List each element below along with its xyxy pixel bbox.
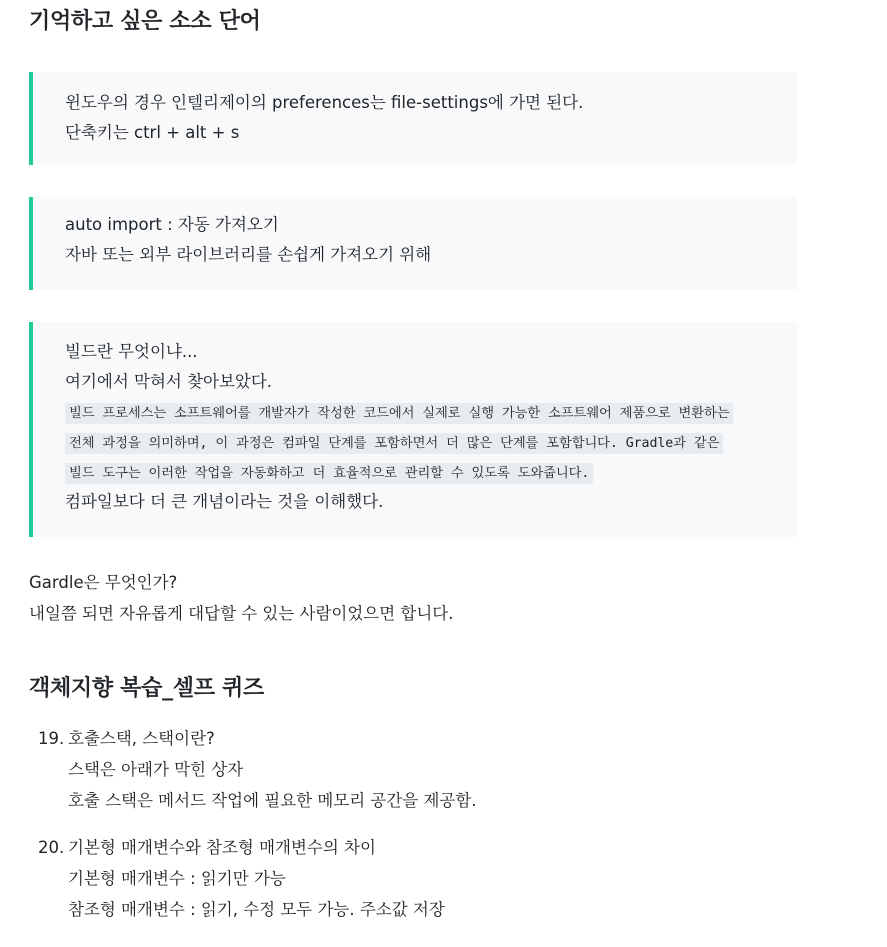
quote-line: 빌드란 무엇이냐... [65, 342, 198, 361]
quote-line: 컴파일보다 더 큰 개념이라는 것을 이해했다. [65, 492, 384, 511]
quiz-answer: 호출 스택은 메서드 작업에 필요한 메모리 공간을 제공함. [68, 791, 477, 810]
inline-code-block [65, 397, 781, 487]
quiz-answer: 기본형 매개변수 : 읽기만 가능 [68, 869, 286, 888]
quiz-answer: 스택은 아래가 막힌 상자 [68, 760, 244, 779]
quiz-item [38, 832, 445, 925]
quote-line: 단축키는 ctrl + alt + s [65, 123, 240, 142]
quote-intellij-settings [29, 72, 797, 165]
quote-line: 윈도우의 경우 인텔리제이의 preferences는 file-settings에 가면 된다. [65, 93, 584, 112]
inline-code: 빌드 프로세스는 소프트웨어를 개발자가 작성한 코드에서 실제로 실행 가능한 소프트웨어 제품으로 변환하는 [65, 403, 733, 424]
quiz-question: 기본형 매개변수와 참조형 매개변수의 차이 [68, 838, 376, 857]
section-heading-words: 기억하고 싶은 소소 단어 [29, 9, 261, 34]
quote-auto-import [29, 197, 797, 290]
quiz-list [38, 832, 445, 925]
quote-line: auto import : 자동 가져오기 [65, 215, 279, 234]
quiz-item [38, 723, 477, 816]
quote-line: 여기에서 막혀서 찾아보았다. [65, 372, 273, 391]
quiz-answer: 참조형 매개변수 : 읽기, 수정 모두 가능. 주소값 저장 [68, 900, 445, 919]
paragraph-line: 내일쯤 되면 자유롭게 대답할 수 있는 사람이었으면 합니다. [29, 604, 454, 623]
section-heading-quiz: 객체지향 복습_셀프 퀴즈 [29, 676, 264, 701]
quiz-list [38, 723, 477, 816]
quiz-number: 19. [38, 729, 65, 748]
quiz-number: 20. [38, 838, 65, 857]
quiz-question: 호출스택, 스택이란? [68, 729, 215, 748]
paragraph-line: Gardle은 무엇인가? [29, 573, 178, 592]
quote-build [29, 322, 797, 537]
inline-code: 전체 과정을 의미하며, 이 과정은 컴파일 단계를 포함하면서 더 많은 단계를 포함합니다. Gradle과 같은 [65, 433, 723, 454]
quote-line: 자바 또는 외부 라이브러리를 손쉽게 가져오기 위해 [65, 245, 432, 264]
inline-code: 빌드 도구는 이러한 작업을 자동화하고 더 효율적으로 관리할 수 있도록 도와줍니다. [65, 463, 593, 484]
